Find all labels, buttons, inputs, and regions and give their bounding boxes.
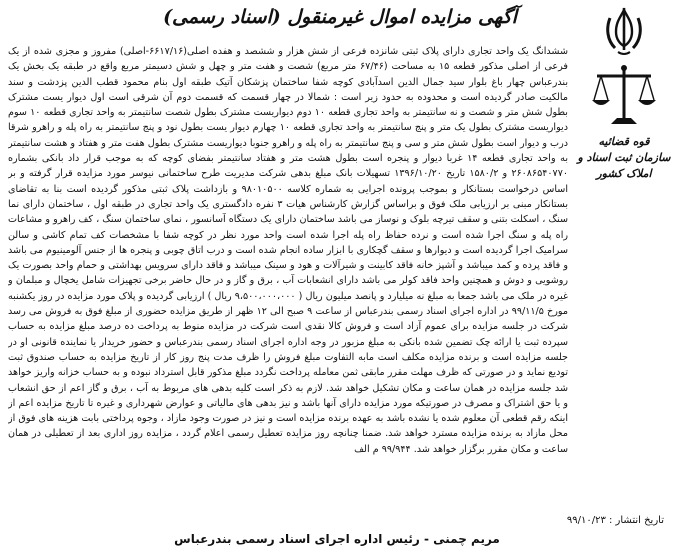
publication-date: تاریخ انتشار : ۹۹/۱۰/۲۳ — [566, 515, 664, 526]
scales-of-justice-icon — [589, 60, 659, 130]
notice-body: ششدانگ یک واحد تجاری دارای پلاک ثبتی شانزده فرعی از شش هزار و ششصد و هفده اصلی(۶۶۱۷/۱۶-اصلی) مفروز و مجزی شده از یک فرعی از اصلی مذکور قطعه ۱۵ به مساحت (۶۷/۴۶ متر مربع) شصت و هفت متر و چهل و شش دسیمتر مربع واقع در طبقه یک بخش یک بندرعباس چهار باغ بلوار سید جمال الدین اسدآبادی کوچه شفا ساختمان پزشکان آتیک طبقه اول بنام محمود قطب الدین پزدشت و سند مالکیت صادر گردیده است و محدوده به حدود زیر است : شمالا در چهار قسمت که قسمت دوم آن شرقی است اول دیوار یست مشترک بطول شش متر و شصت و نه سانتیمتر به واحد تجاری قطعه ۱۰ دوم دیواریست مشترک بطول شصت سانتیمتر به واحد تجاری قطعه ۱۰ سوم دیواریست مشترک بطول یک متر و پنج سانتیمتر به واحد تجاری قطعه ۱۰ چهارم دیوار یست بطول نود و پنج سانتیمتر به راه پله و راهرو شرقا درب و دیوار است بطول شش متر و سی و پنج سانتیمتر به راه پله و راهرو جنوبا دیواریست مشترک بطول هفت متر و هفتاد و هشت سانتیمتر به واحد تجاری قطعه ۱۴ غربا دیوار و پنجره است بطول هشت متر و هفتاد سانتیمتر بفضای کوچه که به موجب قرار داد بانکی بشماره ۲۶۰۸۶۵۴۰۷۷۰ و ۱۵۸۰/۲ تاریخ ۱۳۹۶/۱۰/۲۰ تسهیلات بانک مبلغ بدهی شرکت مدیریت طرح ساختمانی نیوسر مورد مزایده قرار گرفته و بر اساس درخواست بستانکار و بموجب پرونده اجرایی به شماره کلاسه ۹۸۰۱۰۵۰۰ و بازداشت پلاک ثبتی مذکور گردیده است بنا به تقاضای بستانکار مبنی بر ارزیابی ملک فوق و براساس گزارش کارشناس هیات ۳ نفره دادگستری یک واحد تجاری در طبقه اول ، ساختمان دارای نما سنگ ، اسکلت بتنی و سقف تیرچه بلوک و نوساز می باشد ساختمان دارای یک دستگاه آسانسور ، نمای ساختمان سنگ ، کف راهرو و مشاعات راه پله و سنگ اجرا شده است و نرده حفاظ راه پله اجرا شده است واحد مورد نظر در کوچه شفا با مشخصات کف تمام کاشی و سالن سرامیک اجرا گردیده است و دیوارها و سقف گچکاری با ابزار ساده انجام شده است و درب اتاق چوبی و پنجره ها از جنس آلومینیوم می باشد و فاقد پرده و کمد میباشد و آشپز خانه فاقد کابینت و شیرآلات و هود و سینک میباشد و فاقد دارای سرویس بهداشتی و حمام واحد بصورت یک روشویی و دوش و همچنین واحد فاقد کولر می باشد دارای انشعابات آب ، برق و گاز و در حال حاضر برخی تجهیزات شامل یخچال و مبلمان و غیره در ملک می باشد جمعا به مبلغ نه میلیارد و پانصد میلیون ریال ( ۹،۵۰۰،۰۰۰،۰۰۰ ریال ) ارزیابی گردیده و پلاک مورد مزایده در روز یکشنبه مورخ ۹۹/۱۱/۵ در اداره اجرای اسناد رسمی بندرعباس از ساعت ۹ صبح الی ۱۲ ظهر از طریق مزایده حضوری از مبلغ فوق به فروش می رسد شرکت در جلسه مزایده برای عموم آزاد است و فروش کالا نقدی است شرکت در مزایده منوط به پرداخت ده درصد مبلغ مزایده به حساب سپرده ثبت یا ارائه چک تضمین شده بانکی به مبلغ مزبور در وجه اداره اجرای اسناد رسمی بندرعباس و حضور خریدار یا نماینده قانونی او در جلسه مزایده است و برنده مزایده مکلف است مابه التفاوت مبلغ فروش را ظرف مدت پنج روز کار از تاریخ مزایده به حساب صندوق ثبت تودیع نماید و در صورتی که ظرف مهلت مقرر مابقی ثمن معامله پرداخت نگردد مبلغ مذکور قابل استرداد نبوده و به حساب خزانه واریز خواهد شد جلسه مزایده در همان ساعت و مکان تشکیل خواهد شد. لازم به ذکر است کلیه بدهی های مربوط به آب ، برق و گاز اعم از حق انشعاب و یا حق اشتراک و مصرف در صورتیکه مورد مزایده دارای آنها باشد و نیز بدهی های مالیاتی و عوارض شهرداری و غیره تا تاریخ مزایده اعم از اینکه رقم قطعی آن معلوم شده یا نشده باشد به عهده برنده مزایده است و نیز در صورت وجود مازاد ، وجوه پرداختی بابت هزینه های فوق از محل مازاد به برنده مزایده مسترد خواهد شد. ضمنا چنانچه روز مزایده تعطیل رسمی اعلام گردد ، مزایده روز اداری بعد از تعطیلی در همان ساعت و مکان مقرر برگزار خواهد شد. ۹۹/۹۴۴ م الف — [8, 46, 568, 455]
org-line-1: قوه قضائیه — [598, 135, 650, 148]
org-line-2: سازمان ثبت اسناد و املاک کشور — [577, 151, 671, 180]
iran-emblem-icon — [601, 6, 647, 60]
signature-line: مریم چمنی - رئیس اداره اجرای اسناد رسمی بندرعباس — [174, 532, 500, 546]
organization-name — [576, 134, 672, 182]
notice-title: آگهی مزایده اموال غیرمنقول (اسناد رسمی) — [163, 6, 517, 28]
